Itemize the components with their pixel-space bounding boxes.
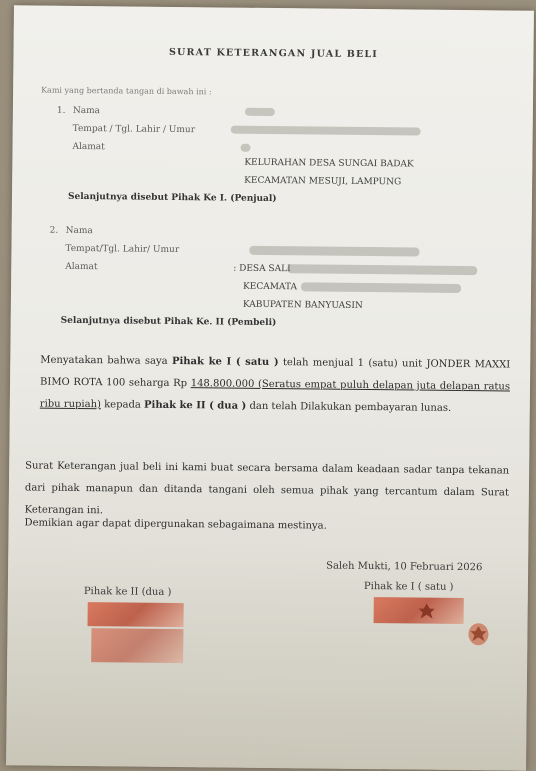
garuda-emblem-stamp-icon <box>416 600 438 624</box>
intro-text: Kami yang bertanda tangan di bawah ini : <box>41 85 212 97</box>
place-date: Saleh Mukti, 10 Februari 2026 <box>326 560 483 574</box>
party1-address-line2: KECAMATAN MESUJI, LAMPUNG <box>244 175 402 188</box>
agreement-statement: Surat Keterangan jual beli ini kami buat secara bersama dalam keadaan sadar tanpa tekanan dari pihak manapun dan ditanda tangani oleh semua pihak yang tercantum dalam Surat Keterangan ini. <box>24 460 510 517</box>
party1-note: Selanjutnya disebut Pihak Ke I. (Penjual) <box>67 191 277 205</box>
party2-address-label: Alamat <box>65 261 98 273</box>
closing-statement: Demikian agar dapat dipergunakan sebagaimana mestinya. <box>24 517 327 532</box>
garuda-emblem-icon <box>467 622 489 646</box>
redacted-address-1 <box>240 144 250 152</box>
revenue-stamp-buyer-lower <box>91 628 183 663</box>
party2-number: 2. <box>49 225 59 236</box>
revenue-stamp-buyer <box>87 602 183 627</box>
signature-label-buyer: Pihak ke II (dua ) <box>83 586 172 598</box>
document-title: SURAT KETERANGAN JUAL BELI <box>168 46 379 61</box>
party1-number: 1. <box>56 105 66 116</box>
party1-name-label: Nama <box>72 105 101 117</box>
party1-birth-label: Tempat / Tgl. Lahir / Umur <box>72 123 196 136</box>
party1-address-label: Alamat <box>72 141 105 153</box>
redacted-address-3 <box>301 282 461 293</box>
party2-note: Selanjutnya disebut Pihak Ke. II (Pembeli) <box>60 315 277 329</box>
party2-address-line1: : DESA SALI <box>233 263 291 275</box>
signature-label-seller: Pihak ke I ( satu ) <box>363 580 454 593</box>
party2-birth-label: Tempat/Tgl. Lahir/ Umur <box>65 243 180 256</box>
redacted-address-2 <box>287 264 477 275</box>
sale-statement: Menyatakan bahwa saya Pihak ke I ( satu ) telah menjual 1 (satu) unit JONDER MAXXI BIMO ROTA 100 seharga Rp 148.800.000 (Seratus empat puluh delapan juta delapan ratus ribu rupiah) kepada Pihak ke II ( dua ) dan telah Dilakukan pembayaran lunas. <box>39 354 511 414</box>
party2-name-label: Nama <box>65 225 93 237</box>
party2-address-line2: KECAMATA <box>243 281 298 293</box>
redacted-name-1 <box>245 108 275 116</box>
party2-address-line3: KABUPATEN BANYUASIN <box>242 299 363 311</box>
redacted-birth-1 <box>231 126 421 136</box>
redacted-birth-2 <box>249 246 419 257</box>
party1-address-line1: KELURAHAN DESA SUNGAI BADAK <box>244 157 414 170</box>
document-page <box>6 5 534 770</box>
